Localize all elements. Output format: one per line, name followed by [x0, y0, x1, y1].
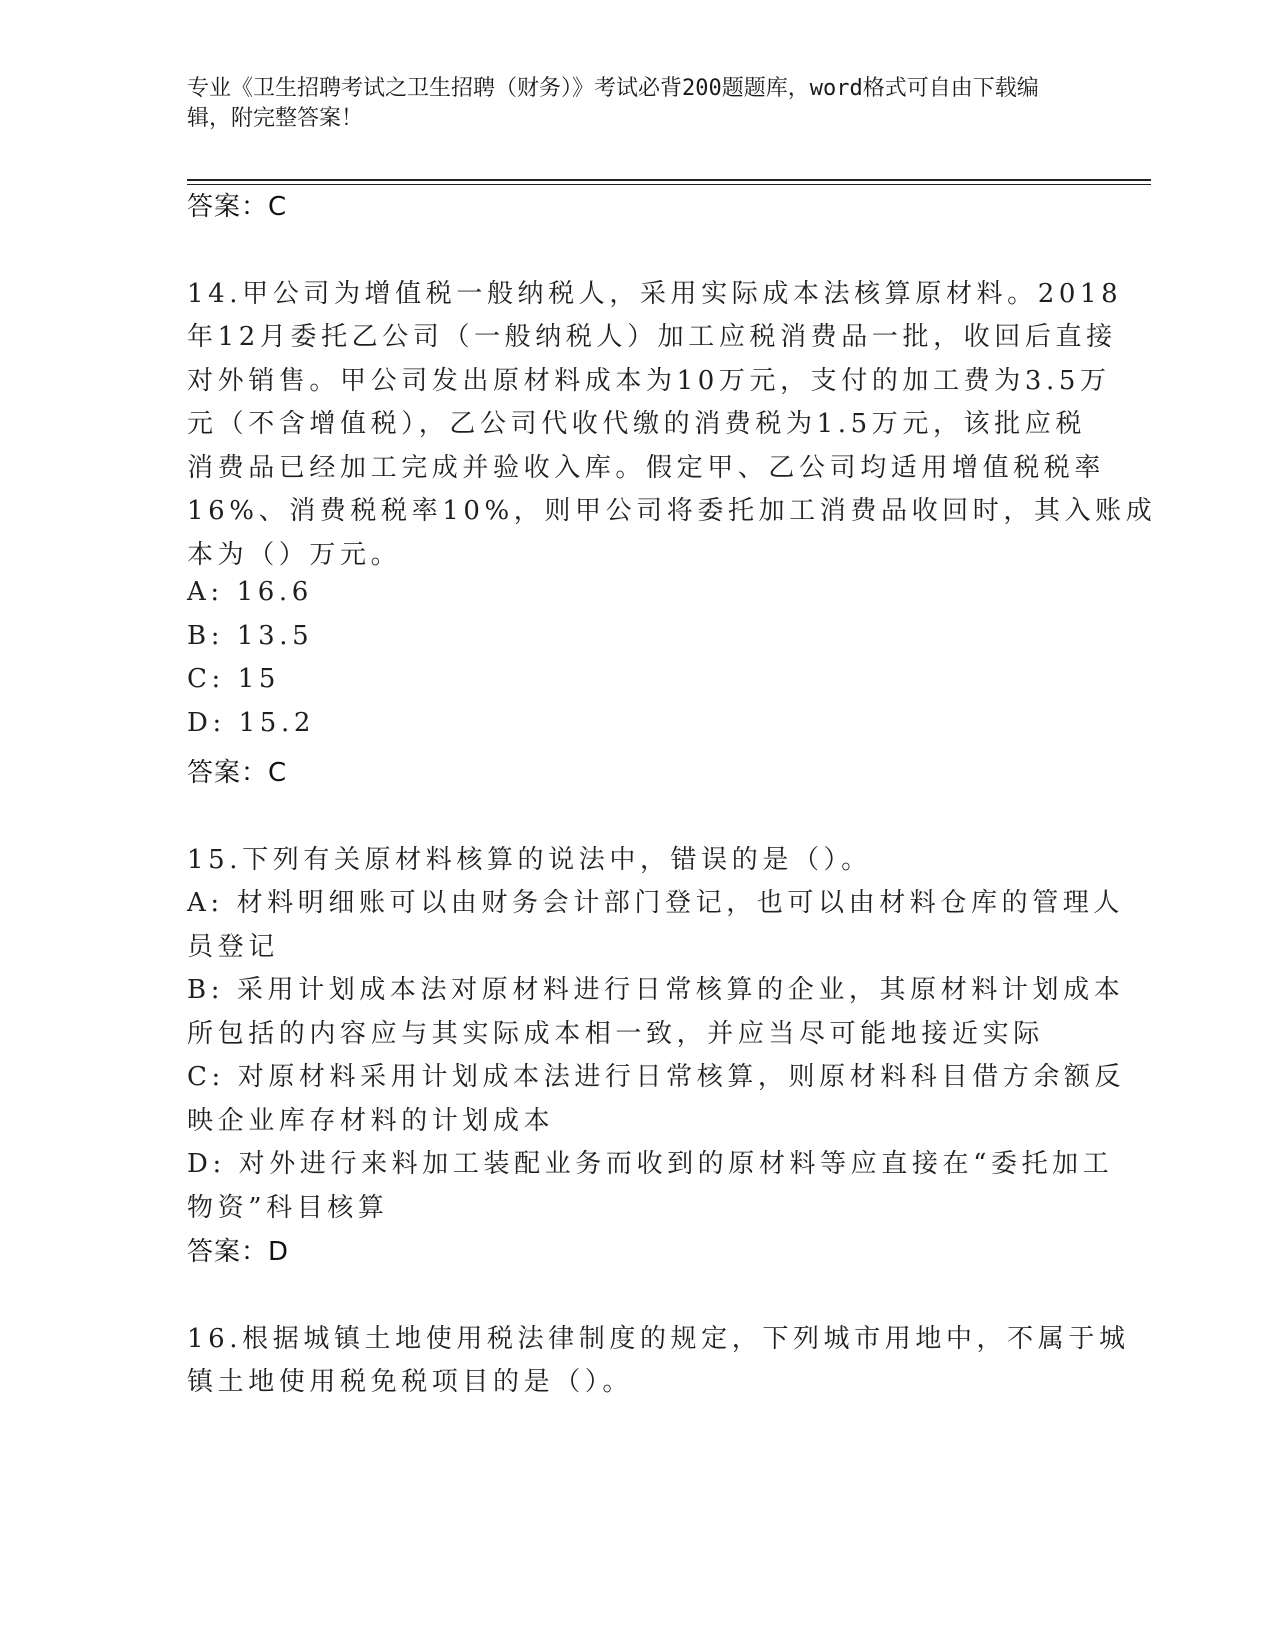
question-14-line: 年12月委托乙公司（一般纳税人）加工应税消费品一批，收回后直接: [187, 322, 1117, 352]
option-a-continued: 员登记: [187, 932, 279, 962]
document-header: 专业《卫生招聘考试之卫生招聘（财务）》考试必背200题题库，word格式可自由下载编辑，附完整答案！: [187, 76, 1039, 131]
question-14-line: 本为（）万元。: [187, 540, 402, 570]
option-b-continued: 所包括的内容应与其实际成本相一致，并应当尽可能地接近实际: [187, 1019, 1044, 1049]
option-c: C: 对原材料采用计划成本法进行日常核算，则原材料科目借方余额反: [187, 1062, 1126, 1092]
option-b: B: 采用计划成本法对原材料进行日常核算的企业，其原材料计划成本: [187, 975, 1125, 1005]
option-a: A: 16.6: [187, 577, 313, 607]
option-d: D: 对外进行来料加工装配业务而收到的原材料等应直接在“委托加工: [187, 1149, 1114, 1179]
question-16-line: 镇土地使用税免税项目的是（）。: [187, 1367, 634, 1397]
header-rule-thick: [187, 179, 1151, 181]
header-rule-thin: [187, 184, 1151, 185]
answer-label: 答案：C: [187, 758, 288, 788]
question-14-line: 16%、消费税税率10%，则甲公司将委托加工消费品收回时，其入账成: [187, 496, 1157, 526]
option-c-continued: 映企业库存材料的计划成本: [187, 1106, 555, 1136]
question-14-line: 14.甲公司为增值税一般纳税人，采用实际成本法核算原材料。2018: [187, 279, 1123, 309]
question-16-line: 16.根据城镇土地使用税法律制度的规定，下列城市用地中，不属于城: [187, 1324, 1130, 1354]
question-14-line: 对外销售。甲公司发出原材料成本为10万元，支付的加工费为3.5万: [187, 366, 1111, 396]
answer-label: 答案：C: [187, 192, 288, 222]
question-14-line: 元（不含增值税），乙公司代收代缴的消费税为1.5万元，该批应税: [187, 409, 1086, 439]
option-d: D: 15.2: [187, 708, 315, 738]
answer-label: 答案：D: [187, 1237, 290, 1267]
option-c: C: 15: [187, 664, 281, 694]
option-b: B: 13.5: [187, 621, 314, 651]
question-14-line: 消费品已经加工完成并验收入库。假定甲、乙公司均适用增值税税率: [187, 453, 1106, 483]
option-a: A: 材料明细账可以由财务会计部门登记，也可以由材料仓库的管理人: [187, 888, 1125, 918]
option-d-continued: 物资”科目核算: [187, 1193, 389, 1223]
question-15-line: 15.下列有关原材料核算的说法中，错误的是（）。: [187, 845, 872, 875]
